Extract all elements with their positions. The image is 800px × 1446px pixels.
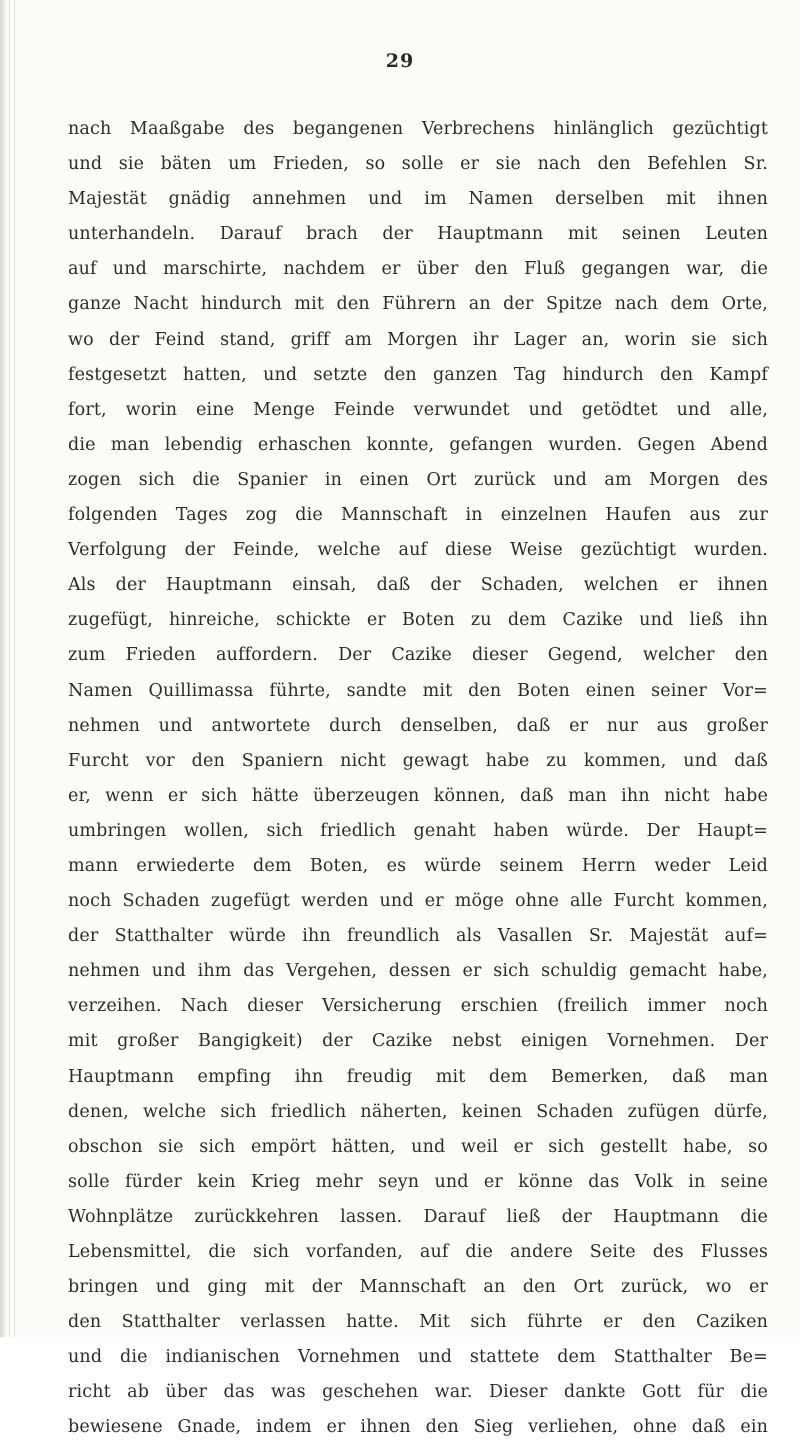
text-line: denen, welche sich friedlich näherten, keinen Schaden zufügen dürfe,: [68, 1101, 768, 1122]
gutter-line: [14, 0, 15, 1337]
text-line: fort, worin eine Menge Feinde verwundet und getödtet und alle,: [68, 399, 768, 420]
text-line: Als der Hauptmann einsah, daß der Schaden, welchen er ihnen: [68, 575, 768, 596]
text-line: noch Schaden zugefügt werden und er möge ohne alle Furcht kommen,: [68, 891, 768, 912]
text-line: und die indianischen Vornehmen und stattete dem Statthalter Be=: [68, 1347, 768, 1368]
text-line: mit großer Bangigkeit) der Cazike nebst einigen Vornehmen. Der: [68, 1031, 768, 1052]
gutter-line: [9, 0, 10, 1337]
text-line: Lebensmittel, die sich vorfanden, auf die andere Seite des Flusses: [68, 1242, 768, 1262]
text-line: den Statthalter verlassen hatte. Mit sich führte er den Caziken: [68, 1312, 768, 1333]
text-line: Furcht vor den Spaniern nicht gewagt habe zu kommen, und daß: [68, 750, 768, 771]
text-line: zogen sich die Spanier in einen Ort zurück und am Morgen des: [68, 469, 768, 490]
text-line: der Statthalter würde ihn freundlich als Vasallen Sr. Majestät auf=: [68, 926, 768, 947]
body-text: [68, 112, 768, 1446]
text-line: nehmen und ihm das Vergehen, dessen er sich schuldig gemacht habe,: [68, 961, 768, 982]
text-line: nehmen und antwortete durch denselben, daß er nur aus großer: [68, 715, 768, 736]
text-line: richt ab über das was geschehen war. Dieser dankte Gott für die: [68, 1382, 768, 1403]
text-line: und sie bäten um Frieden, so solle er sie nach den Befehlen Sr.: [68, 154, 768, 175]
text-line: die man lebendig erhaschen konnte, gefangen wurden. Gegen Abend: [68, 434, 768, 455]
text-line: Majestät gnädig annehmen und im Namen derselben mit ihnen: [68, 189, 768, 210]
text-line: Hauptmann empfing ihn freudig mit dem Bemerken, daß man: [68, 1066, 768, 1087]
text-line: Namen Quillimassa führte, sandte mit den Boten einen seiner Vor=: [68, 680, 768, 701]
binding-gutter: [0, 0, 6, 1337]
text-line: obschon sie sich empört hätten, und weil er sich gestellt habe, so: [68, 1136, 768, 1157]
text-line: zum Frieden auffordern. Der Cazike dieser Gegend, welcher den: [68, 645, 768, 666]
text-line: er, wenn er sich hätte überzeugen können, daß man ihn nicht habe: [68, 785, 768, 806]
text-line: bewiesene Gnade, indem er ihnen den Sieg verliehen, ohne daß ein: [68, 1417, 768, 1438]
text-line: nach Maaßgabe des begangenen Verbrechens hinlänglich gezüchtigt: [68, 119, 768, 139]
text-line: Verfolgung der Feinde, welche auf diese Weise gezüchtigt wurden.: [68, 540, 768, 561]
text-line: verzeihen. Nach dieser Versicherung erschien (freilich immer noch: [68, 996, 768, 1017]
text-line: wo der Feind stand, griff am Morgen ihr Lager an, worin sie sich: [68, 329, 768, 350]
text-line: umbringen wollen, sich friedlich genaht haben würde. Der Haupt=: [68, 820, 768, 841]
text-line: ganze Nacht hindurch mit den Führern an der Spitze nach dem Orte,: [68, 294, 768, 315]
text-line: Wohnplätze zurückkehren lassen. Darauf ließ der Hauptmann die: [68, 1206, 768, 1227]
page-number: 29: [385, 50, 415, 72]
text-line: mann erwiederte dem Boten, es würde seinem Herrn weder Leid: [68, 855, 768, 876]
text-line: solle fürder kein Krieg mehr seyn und er könne das Volk in seine: [68, 1171, 768, 1192]
text-line: folgenden Tages zog die Mannschaft in einzelnen Haufen aus zur: [68, 505, 768, 526]
text-line: bringen und ging mit der Mannschaft an den Ort zurück, wo er: [68, 1277, 768, 1298]
text-line: festgesetzt hatten, und setzte den ganzen Tag hindurch den Kampf: [68, 364, 768, 385]
text-line: zugefügt, hinreiche, schickte er Boten zu dem Cazike und ließ ihn: [68, 610, 768, 631]
text-line: auf und marschirte, nachdem er über den Fluß gegangen war, die: [68, 259, 768, 280]
text-line: unterhandeln. Darauf brach der Hauptmann mit seinen Leuten: [68, 224, 768, 245]
